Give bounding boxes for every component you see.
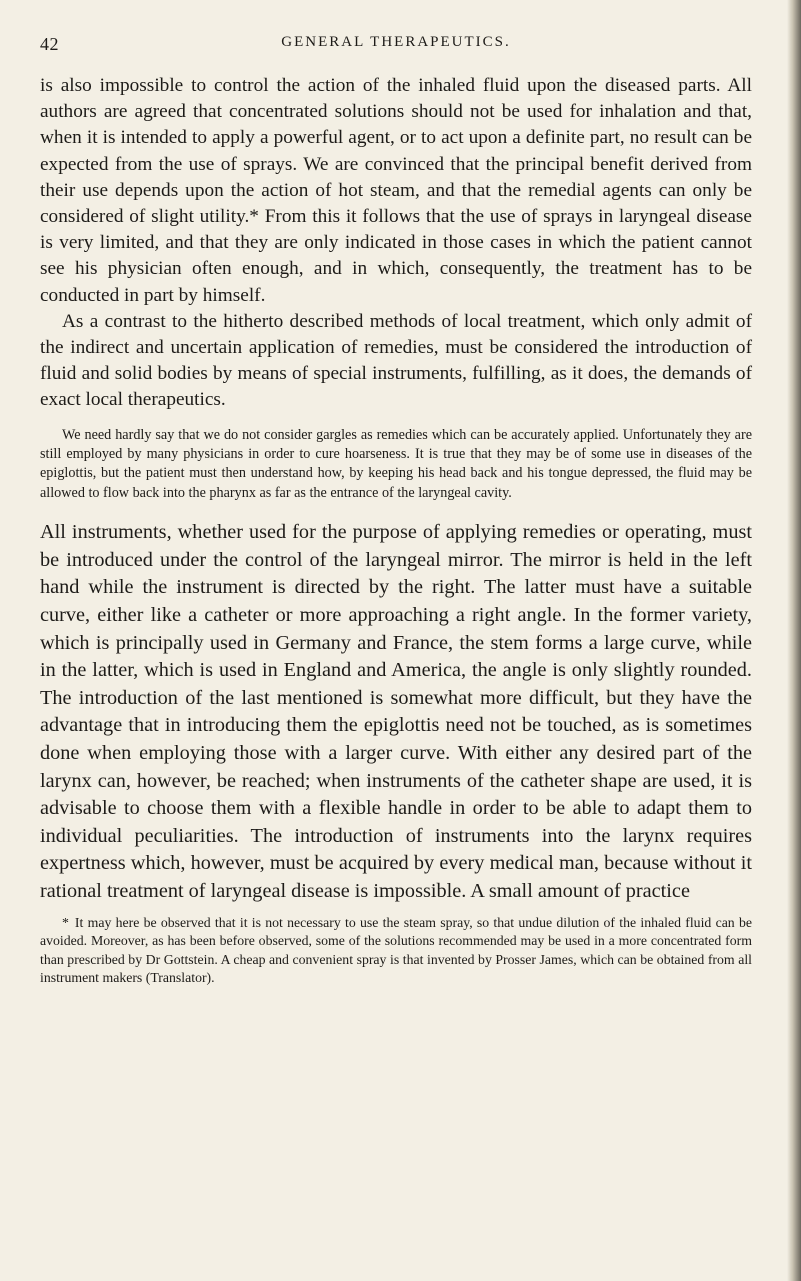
running-head: GENERAL THERAPEUTICS. <box>281 34 511 50</box>
page-header <box>40 34 752 58</box>
body-paragraph: is also impossible to control the action of the inhaled fluid upon the diseased parts. All authors are agreed that concentrated solutions should not be used for inhalation and that, when it is intended to apply a powerful agent, or to act upon a definite part, no result can be expected from the use of sprays. We are convinced that the principal benefit derived from their use depends upon the action of hot steam, and that the remedial agents can only be considered of slight utility.* From this it follows that the use of sprays in laryngeal disease is very limited, and that they are only indicated in those cases in which the patient cannot see his physician often enough, and in which, consequently, the treatment has to be conducted in part by himself. <box>40 75 752 306</box>
page-body <box>40 73 752 988</box>
page-edge-shadow <box>787 0 801 1281</box>
footnote <box>40 914 752 988</box>
page-number: 42 <box>40 34 59 54</box>
small-print-note: We need hardly say that we do not consider gargles as remedies which can be accurately applied. Unfortunately they are still employed by many physicians in order to cure hoarseness. It is true that they may be of some use in diseases of the epiglottis, but the patient must then understand how, by keeping his head back and his tongue depressed, the fluid may be allowed to flow back into the pharynx as far as the entrance of the laryngeal cavity. <box>40 426 752 501</box>
footnote-marker: * <box>62 914 69 930</box>
main-paragraph: All instruments, whether used for the purpose of applying remedies or operating, must be introduced under the control of the laryngeal mirror. The mirror is held in the left hand while the instrument is directed by the right. The latter must have a suitable curve, either like a catheter or more approaching a right angle. In the former variety, which is principally used in Germany and France, the stem forms a large curve, while in the latter, which is used in England and America, the angle is only slightly rounded. The introduction of the last mentioned is somewhat more difficult, but they have the advantage that in introducing them the epiglottis need not be touched, as is sometimes done when employing those with a larger curve. With either any desired part of the larynx can, however, be reached; when instruments of the catheter shape are used, it is advisable to choose them with a flexible handle in order to be able to adapt them to individual peculiarities. The introduction of instruments into the larynx requires expertness which, however, must be acquired by every medical man, because without it rational treatment of laryngeal disease is impossible. A small amount of practice <box>40 521 752 902</box>
footnote-text: It may here be observed that it is not necessary to use the steam spray, so that undue dilution of the inhaled fluid can be avoided. Moreover, as has been before observed, some of the solutions recommended may be used in a more concentrated form than prescribed by Dr Gottstein. A cheap and convenient spray is that invented by Prosser James, which can be obtained from all instrument makers (Translator). <box>40 914 752 986</box>
body-paragraph: As a contrast to the hitherto described methods of local treatment, which only admit of the indirect and uncertain application of remedies, must be considered the introduction of fluid and solid bodies by means of special instruments, fulfilling, as it does, the demands of exact local therapeutics. <box>40 310 752 411</box>
